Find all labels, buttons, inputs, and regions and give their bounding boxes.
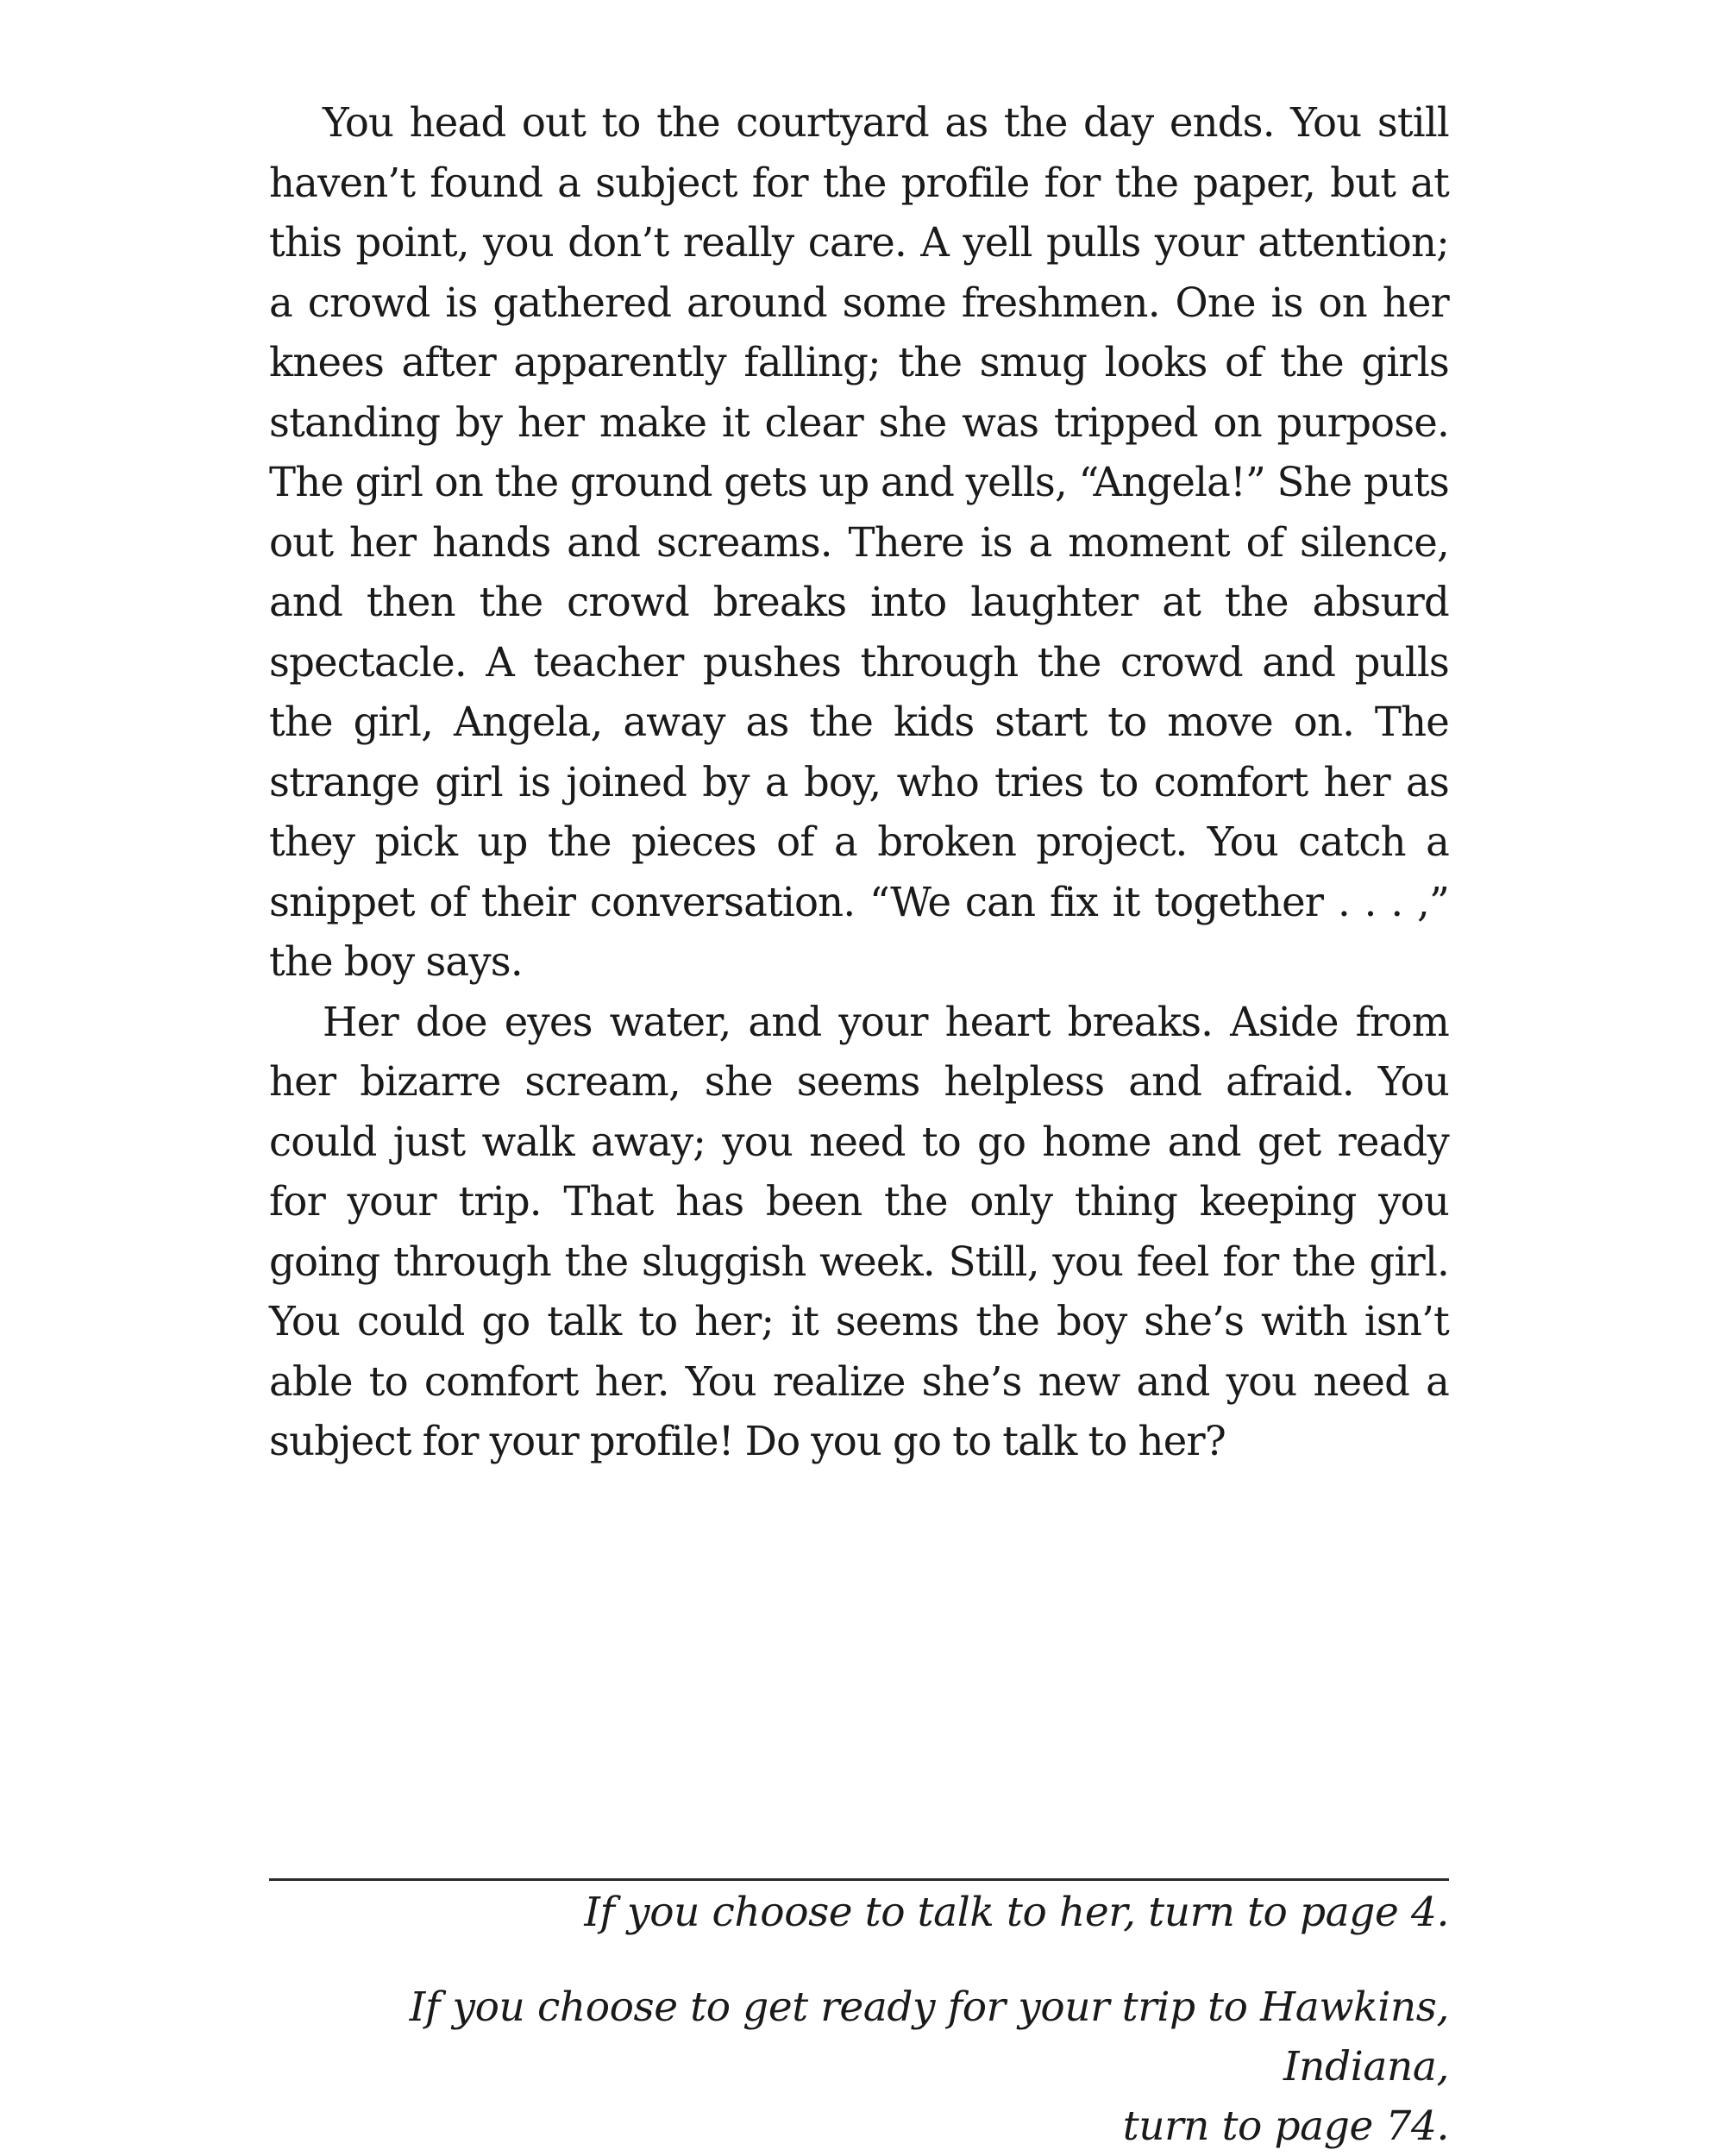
story-paragraph-2: Her doe eyes water, and your heart breaks. Aside from her bizarre scream, she seems helpless and afraid. You could just walk away; you need to go home and get ready for your trip. That has been the only thing keeping you going through the sluggish week. Still, you feel for the girl. You could go talk to her; it seems the boy she’s with isn’t able to comfort her. You realize she’s new and you need a subject for your profile! Do you go to talk to her? <box>269 998 1449 1464</box>
choice-talk-to-her: If you choose to talk to her, turn to page 4. <box>584 1889 1449 1936</box>
choice-trip-line-2: turn to page 74. <box>1122 2103 1449 2150</box>
choices-divider <box>269 1878 1449 1881</box>
story-paragraph-1: You head out to the courtyard as the day ends. You still haven’t found a subject for the profile for the paper, but at this point, you don’t really care. A yell pulls your attention; a crowd is gathered around some freshmen. One is on her knees after apparently falling; the smug looks of the girls standing by her make it clear she was tripped on purpose. The girl on the ground gets up and yells, “Angela!” She puts out her hands and screams. There is a moment of silence, and then the crowd breaks into laughter at the absurd spectacle. A teacher pushes through the crowd and pulls the girl, Angela, away as the kids start to move on. The strange girl is joined by a boy, who tries to comfort her as they pick up the pieces of a broken project. You catch a snippet of their conversation. “We can fix it together . . . ,” the boy says. <box>269 99 1449 985</box>
story-text <box>269 93 1449 1472</box>
choice-trip-line-1: If you choose to get ready for your trip to Hawkins, Indiana, <box>409 1984 1449 2090</box>
choice-get-ready-for-trip <box>269 1977 1449 2156</box>
